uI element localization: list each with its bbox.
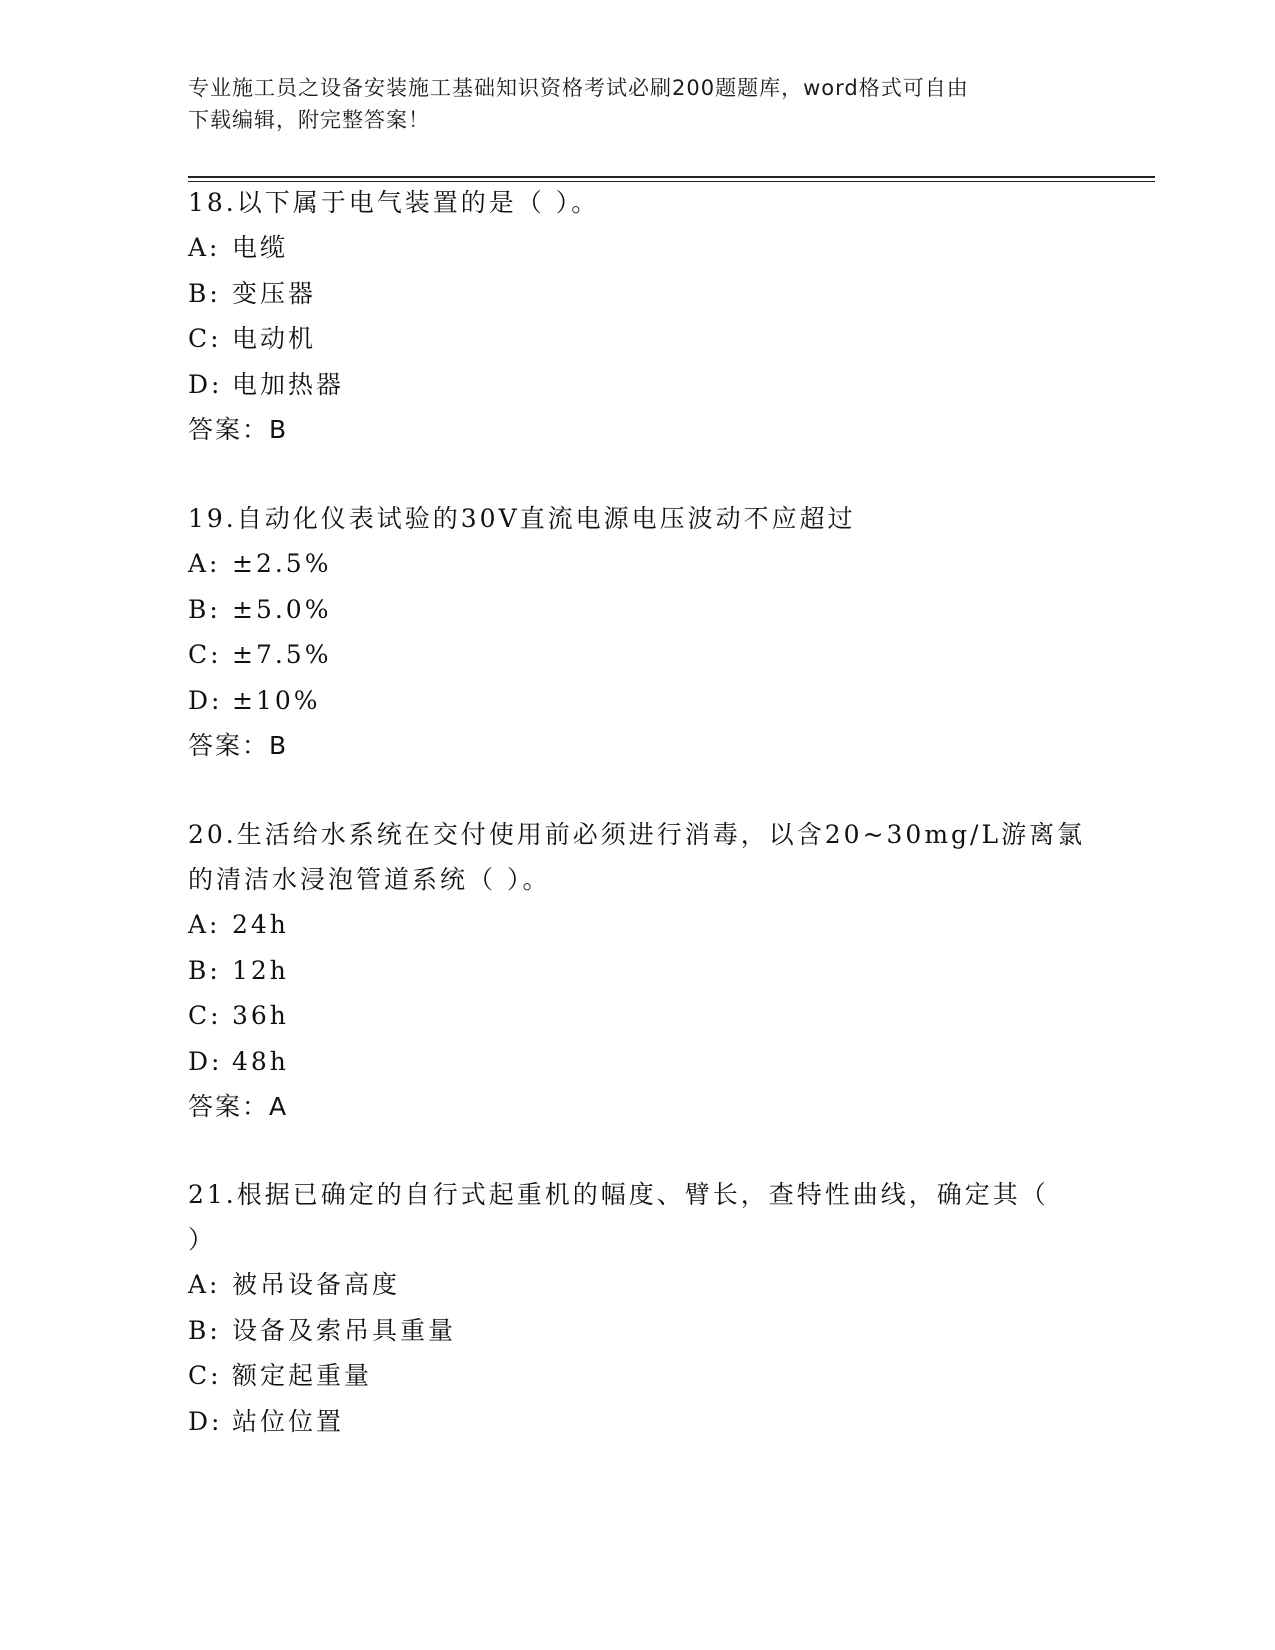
option-letter: D:	[188, 685, 223, 715]
question-stem: 18.以下属于电气装置的是（ ）。	[188, 188, 600, 217]
option-text: 48h	[232, 1046, 289, 1076]
answer-line: 答案：A	[188, 1092, 289, 1121]
option-text: 电缆	[232, 233, 289, 262]
option-text: 电加热器	[232, 369, 345, 399]
option-text: 额定起重量	[232, 1361, 373, 1390]
option-d	[188, 1399, 1088, 1445]
option-text: 被吊设备高度	[232, 1270, 401, 1299]
option-b	[188, 1308, 1088, 1354]
option-a	[188, 902, 1088, 948]
answer-line: 答案：B	[188, 731, 289, 760]
option-a	[188, 1262, 1088, 1308]
option-letter: D:	[188, 1406, 223, 1436]
question-18	[188, 180, 1088, 452]
question-stem-line-2: 的清洁水浸泡管道系统（ ）。	[188, 865, 551, 894]
option-letter: B:	[188, 594, 221, 624]
question-21	[188, 1172, 1088, 1444]
option-d	[188, 362, 1088, 408]
option-a	[188, 225, 1088, 271]
option-letter: C:	[188, 1361, 222, 1390]
option-letter: C:	[188, 324, 222, 353]
option-c	[188, 993, 1088, 1039]
option-text: 24h	[232, 910, 289, 939]
option-text: 设备及索吊具重量	[232, 1315, 457, 1345]
option-letter: C:	[188, 640, 222, 669]
option-letter: A:	[188, 910, 221, 939]
question-20	[188, 812, 1088, 1129]
question-stem-line-1: 21.根据已确定的自行式起重机的幅度、臂长，查特性曲线，确定其（	[188, 1180, 1049, 1209]
option-letter: A:	[188, 1270, 221, 1299]
option-letter: A:	[188, 233, 221, 262]
question-19	[188, 496, 1088, 768]
option-text: 12h	[232, 955, 289, 985]
option-text: 站位位置	[232, 1406, 345, 1436]
option-text: 变压器	[232, 278, 317, 308]
option-letter: D:	[188, 369, 223, 399]
option-text: ±7.5%	[232, 640, 332, 669]
header-line-1: 专业施工员之设备安装施工基础知识资格考试必刷200题题库，word格式可自由	[188, 76, 969, 100]
question-stem-line-1: 20.生活给水系统在交付使用前必须进行消毒，以含20~30mg/L游离氯	[188, 820, 1086, 849]
option-b	[188, 948, 1088, 994]
option-c	[188, 316, 1088, 362]
option-text: ±5.0%	[232, 594, 332, 624]
option-letter: B:	[188, 955, 221, 985]
option-d	[188, 678, 1088, 724]
option-letter: B:	[188, 278, 221, 308]
answer-line: 答案：B	[188, 415, 289, 444]
option-text: ±10%	[232, 685, 321, 715]
option-text: 36h	[232, 1001, 289, 1030]
option-d	[188, 1039, 1088, 1085]
option-text: ±2.5%	[232, 549, 332, 578]
header-divider-thick	[188, 176, 1155, 178]
option-c	[188, 1353, 1088, 1399]
question-stem-line-2: ）	[188, 1225, 217, 1254]
option-c	[188, 632, 1088, 678]
option-letter: A:	[188, 549, 221, 578]
option-letter: D:	[188, 1046, 223, 1076]
header-line-2: 下载编辑，附完整答案！	[188, 108, 430, 132]
option-b	[188, 271, 1088, 317]
option-b	[188, 587, 1088, 633]
option-a	[188, 541, 1088, 587]
option-text: 电动机	[232, 324, 317, 353]
option-letter: B:	[188, 1315, 221, 1345]
document-header	[188, 72, 1088, 136]
option-letter: C:	[188, 1001, 222, 1030]
question-stem: 19.自动化仪表试验的30V直流电源电压波动不应超过	[188, 504, 856, 533]
